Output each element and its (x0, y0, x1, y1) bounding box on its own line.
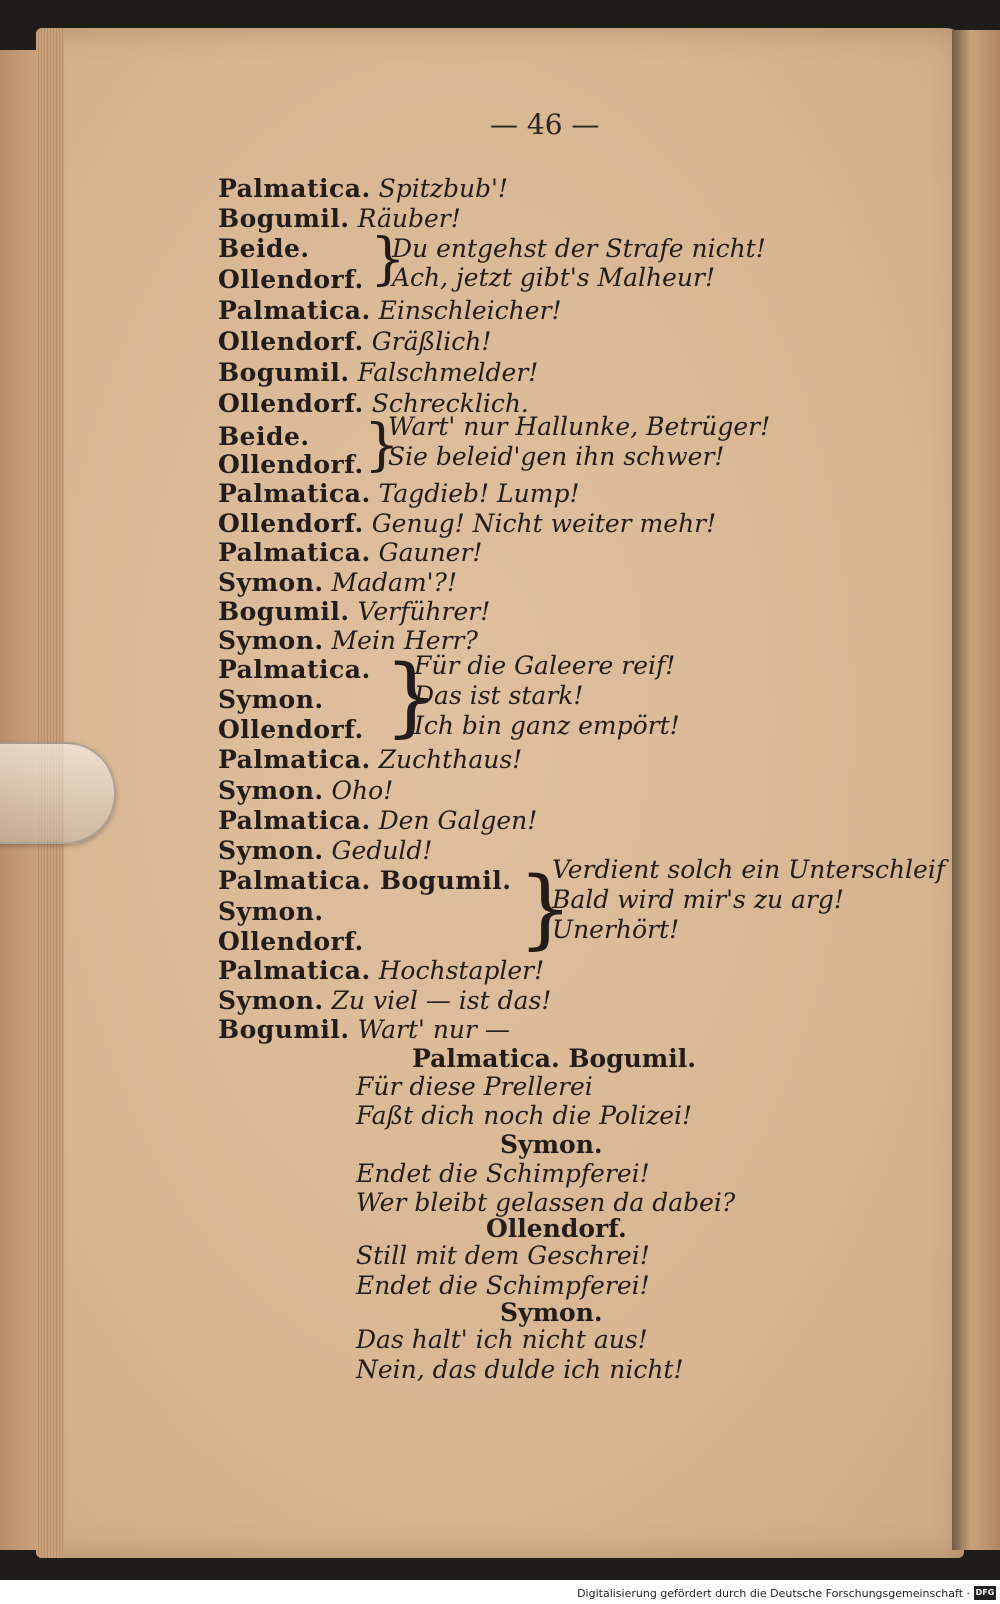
brace-text: Ach, jetzt gibt's Malheur! (392, 263, 715, 292)
dialogue-line: Palmatica. Hochstapler! (218, 956, 545, 985)
dialogue-line: Symon. Zu viel — ist das! (218, 986, 552, 1015)
brace-text: Verdient solch ein Unterschleif (552, 855, 946, 884)
dialogue-line: Symon. (218, 685, 324, 714)
brace-text: Unerhört! (552, 915, 680, 944)
brace-text: Du entgehst der Strafe nicht! (392, 234, 766, 263)
dialogue-line: Palmatica. Einschleicher! (218, 296, 562, 325)
page-number: — 46 — (490, 108, 600, 141)
dialogue-line: Ollendorf. (218, 450, 364, 479)
verse-line: Nein, das dulde ich nicht! (356, 1355, 684, 1384)
right-page-edge (952, 30, 1000, 1550)
brace-text: Wart' nur Hallunke, Betrüger! (388, 412, 771, 441)
dialogue-line: Symon. Mein Herr? (218, 626, 478, 655)
brace-text: Das ist stark! (414, 681, 584, 710)
dialogue-line: Palmatica. (218, 655, 371, 684)
verse-speaker: Ollendorf. (486, 1214, 627, 1243)
dialogue-line: Ollendorf. Gräßlich! (218, 327, 492, 356)
dialogue-line: Ollendorf. Genug! Nicht weiter mehr! (218, 509, 717, 538)
verse-speaker: Symon. (500, 1298, 603, 1327)
dialogue-line: Ollendorf. (218, 715, 364, 744)
brace: } (370, 227, 406, 292)
dialogue-line: Palmatica. Zuchthaus! (218, 745, 523, 774)
dialogue-line: Palmatica. Den Galgen! (218, 806, 538, 835)
brace: } (518, 859, 573, 959)
verse-line: Endet die Schimpferei! (356, 1159, 650, 1188)
verse-line: Still mit dem Geschrei! (356, 1241, 650, 1270)
dialogue-line: Symon. (218, 897, 324, 926)
page-clip (0, 742, 116, 844)
dialogue-line: Beide. (218, 422, 310, 451)
dialogue-line: Bogumil. Falschmelder! (218, 358, 539, 387)
verse-speaker: Palmatica. Bogumil. (412, 1044, 696, 1073)
dialogue-line: Bogumil. Wart' nur — (218, 1015, 510, 1044)
dialogue-line: Symon. Geduld! (218, 836, 433, 865)
verse-speaker: Symon. (500, 1130, 603, 1159)
brace: } (384, 647, 439, 747)
dialogue-line: Palmatica. Spitzbub'! (218, 174, 508, 203)
dialogue-line: Symon. Madam'?! (218, 568, 457, 597)
dialogue-line: Bogumil. Räuber! (218, 204, 461, 233)
dialogue-line: Palmatica. Bogumil. (218, 866, 512, 895)
brace: } (364, 413, 400, 478)
dfg-logo: DFG (974, 1586, 996, 1600)
dialogue-line: Ollendorf. (218, 265, 364, 294)
verse-line: Wer bleibt gelassen da dabei? (356, 1188, 736, 1217)
dialogue-line: Ollendorf. (218, 927, 364, 956)
dialogue-line: Symon. Oho! (218, 776, 394, 805)
dialogue-line: Beide. (218, 234, 310, 263)
brace-text: Ich bin ganz empört! (414, 711, 680, 740)
verse-line: Faßt dich noch die Polizei! (356, 1101, 693, 1130)
brace-text: Bald wird mir's zu arg! (552, 885, 844, 914)
dialogue-line: Ollendorf. Schrecklich. (218, 389, 529, 418)
verse-line: Das halt' ich nicht aus! (356, 1325, 648, 1354)
dialogue-line: Bogumil. Verführer! (218, 597, 491, 626)
brace-text: Für die Galeere reif! (414, 651, 676, 680)
dialogue-line: Palmatica. Gauner! (218, 538, 483, 567)
verse-line: Für diese Prellerei (356, 1072, 593, 1101)
brace-text: Sie beleid'gen ihn schwer! (388, 442, 725, 471)
footer-credit: Digitalisierung gefördert durch die Deutsche Forschungsgemeinschaft · (577, 1587, 970, 1600)
dialogue-line: Palmatica. Tagdieb! Lump! (218, 479, 580, 508)
verse-line: Endet die Schimpferei! (356, 1271, 650, 1300)
